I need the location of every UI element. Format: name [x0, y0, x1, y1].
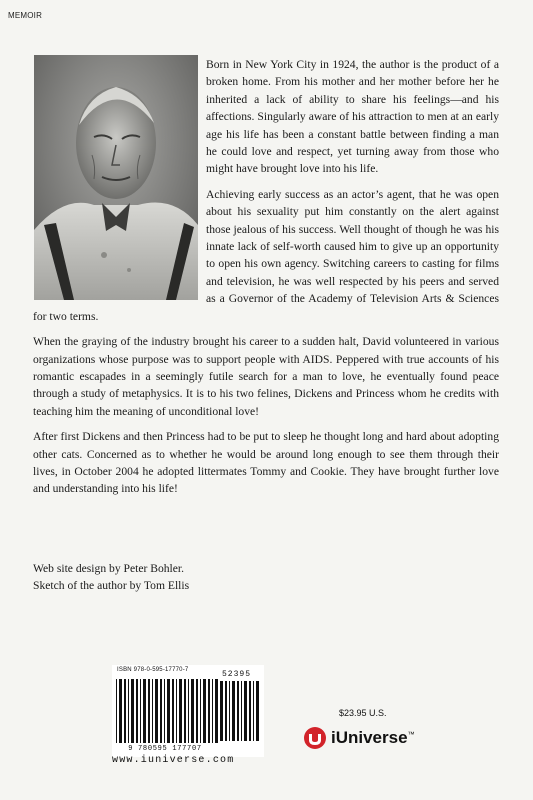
- credit-web-design: Web site design by Peter Bohler.: [33, 562, 185, 575]
- bio-paragraph-3: When the graying of the industry brought his career to a sudden halt, David volunteered in various organizations whose purpose was to support people with AIDS. Peppered with true accounts of his romantic escapades in a seemingly futile search for a man to love, he eventually found peace through a study of metaphysics. It is to his two felines, Dickens and Princess whom he credits with teaching him the meaning of unconditional love!: [33, 335, 499, 418]
- publisher-name: iUniverse™: [331, 728, 415, 747]
- isbn-label: ISBN 978-0-595-17770-7: [117, 667, 189, 673]
- barcode-bars: [116, 679, 218, 743]
- bio-paragraph-4: After first Dickens and then Princess had to be put to sleep he thought long and hard about adopting other cats. Concerned as to whether he would be around long enough to see them through their lives, in October 2004 he adopted littermates Tommy and Cookie. They have brought further love and understanding into his life!: [33, 430, 499, 496]
- iuniverse-logo-icon: [303, 726, 327, 750]
- bio-paragraph-1: Born in New York City in 1924, the author is the product of a broken home. From his mother and her mother before her he inherited a lack of ability to share his feelings—and his affections. Singularly aware of his attraction to men at an early age his life has been a constant battle between finding a man he could love and respect, yet turning away from those who might have brought love into his life.: [206, 58, 499, 176]
- price-code: 52395: [222, 670, 252, 679]
- publisher-website: www.iuniverse.com: [112, 755, 235, 766]
- photo-spacer: [33, 56, 206, 302]
- category-label: MEMOIR: [8, 11, 43, 20]
- author-bio: [33, 56, 499, 506]
- publisher-logo: [303, 724, 415, 752]
- price-label: $23.95 U.S.: [339, 708, 387, 718]
- bio-paragraph-2: Achieving early success as an actor’s agent, that he was open about his sexuality put him constantly on the alert against those jealous of his success. Well thought of though he was his innate lack of self-worth caused him to give up an opportunity to open his own agency. Switching careers to casting for films and television, he was well respected by his peers and served as a Governor of the Academy of Television Arts & Sciences for two terms.: [33, 187, 499, 323]
- barcode-digits: 9 780595 177707: [128, 745, 202, 753]
- barcode-addon-bars: [220, 681, 260, 741]
- credit-sketch: Sketch of the author by Tom Ellis: [33, 579, 190, 593]
- isbn-barcode: [112, 665, 264, 757]
- credits: [33, 560, 493, 595]
